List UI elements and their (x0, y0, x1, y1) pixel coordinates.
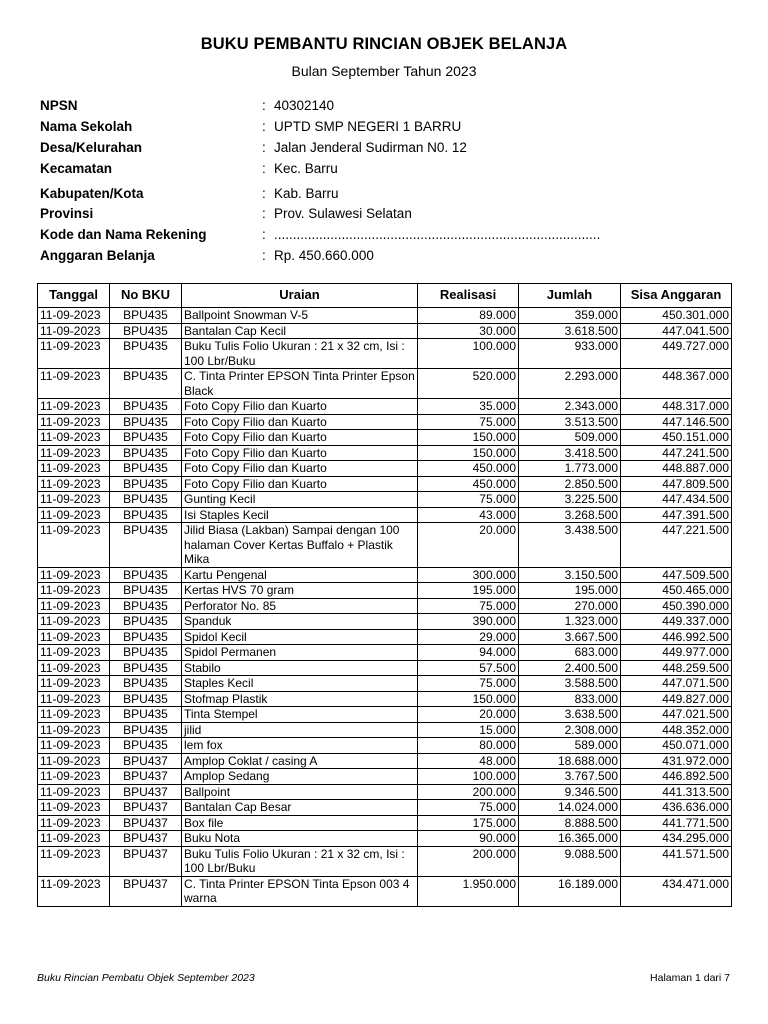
cell-no-bku: BPU435 (110, 629, 182, 645)
cell-uraian: Tinta Stempel (182, 707, 418, 723)
table-row (38, 567, 732, 583)
table-row (38, 399, 732, 415)
cell-no-bku: BPU435 (110, 676, 182, 692)
info-label: Kabupaten/Kota (40, 186, 144, 201)
table-row (38, 614, 732, 630)
cell-uraian: Foto Copy Filio dan Kuarto (182, 430, 418, 446)
cell-tanggal: 11-09-2023 (38, 614, 110, 630)
info-label: Provinsi (40, 206, 94, 221)
cell-tanggal: 11-09-2023 (38, 645, 110, 661)
cell-jumlah: 3.268.500 (519, 507, 621, 523)
cell-sisa-anggaran: 447.221.500 (621, 523, 732, 568)
cell-realisasi: 75.000 (418, 598, 519, 614)
cell-sisa-anggaran: 434.471.000 (621, 876, 732, 906)
table-row (38, 492, 732, 508)
cell-uraian: Buku Tulis Folio Ukuran : 21 x 32 cm, Isi : 100 Lbr/Buku (182, 339, 418, 369)
table-row (38, 676, 732, 692)
cell-uraian: Bantalan Cap Besar (182, 800, 418, 816)
cell-uraian: Gunting Kecil (182, 492, 418, 508)
cell-no-bku: BPU435 (110, 707, 182, 723)
cell-realisasi: 75.000 (418, 676, 519, 692)
cell-no-bku: BPU437 (110, 800, 182, 816)
cell-jumlah: 3.418.500 (519, 445, 621, 461)
cell-jumlah: 933.000 (519, 339, 621, 369)
cell-jumlah: 16.365.000 (519, 831, 621, 847)
cell-no-bku: BPU435 (110, 461, 182, 477)
table-row (38, 323, 732, 339)
cell-realisasi: 1.950.000 (418, 876, 519, 906)
cell-jumlah: 2.308.000 (519, 722, 621, 738)
cell-realisasi: 450.000 (418, 476, 519, 492)
cell-sisa-anggaran: 447.434.500 (621, 492, 732, 508)
cell-realisasi: 450.000 (418, 461, 519, 477)
info-label: Desa/Kelurahan (40, 140, 143, 155)
cell-uraian: Spidol Permanen (182, 645, 418, 661)
cell-jumlah: 3.438.500 (519, 523, 621, 568)
info-row-nama-sekolah (40, 119, 740, 137)
cell-uraian: Buku Nota (182, 831, 418, 847)
cell-jumlah: 270.000 (519, 598, 621, 614)
table-row (38, 691, 732, 707)
table-row (38, 523, 732, 568)
cell-sisa-anggaran: 448.367.000 (621, 369, 732, 399)
table-row (38, 722, 732, 738)
cell-uraian: lem fox (182, 738, 418, 754)
cell-sisa-anggaran: 449.827.000 (621, 691, 732, 707)
cell-jumlah: 3.767.500 (519, 769, 621, 785)
table-header-row (38, 284, 732, 308)
cell-no-bku: BPU435 (110, 308, 182, 324)
cell-tanggal: 11-09-2023 (38, 676, 110, 692)
table-row (38, 800, 732, 816)
cell-sisa-anggaran: 434.295.000 (621, 831, 732, 847)
cell-sisa-anggaran: 447.021.500 (621, 707, 732, 723)
table-row (38, 707, 732, 723)
cell-realisasi: 200.000 (418, 846, 519, 876)
cell-tanggal: 11-09-2023 (38, 629, 110, 645)
info-row-rekening (40, 227, 740, 245)
cell-sisa-anggaran: 447.041.500 (621, 323, 732, 339)
info-label: Nama Sekolah (40, 119, 133, 134)
cell-no-bku: BPU435 (110, 722, 182, 738)
cell-sisa-anggaran: 441.771.500 (621, 815, 732, 831)
info-value: ....................................................................................... (274, 227, 601, 242)
table-row (38, 598, 732, 614)
cell-tanggal: 11-09-2023 (38, 831, 110, 847)
cell-realisasi: 150.000 (418, 445, 519, 461)
cell-jumlah: 195.000 (519, 583, 621, 599)
cell-realisasi: 150.000 (418, 430, 519, 446)
cell-uraian: Stofmap Plastik (182, 691, 418, 707)
cell-tanggal: 11-09-2023 (38, 738, 110, 754)
cell-jumlah: 1.323.000 (519, 614, 621, 630)
cell-tanggal: 11-09-2023 (38, 722, 110, 738)
info-value: Prov. Sulawesi Selatan (274, 206, 412, 221)
cell-realisasi: 195.000 (418, 583, 519, 599)
cell-uraian: C. Tinta Printer EPSON Tinta Epson 003 4 warna (182, 876, 418, 906)
cell-sisa-anggaran: 431.972.000 (621, 753, 732, 769)
cell-no-bku: BPU435 (110, 445, 182, 461)
cell-sisa-anggaran: 450.071.000 (621, 738, 732, 754)
cell-no-bku: BPU435 (110, 660, 182, 676)
footer-document-name: Buku Rincian Pembatu Objek September 2023 (37, 972, 255, 984)
cell-uraian: Amplop Sedang (182, 769, 418, 785)
table-row (38, 738, 732, 754)
cell-uraian: C. Tinta Printer EPSON Tinta Printer Epson Black (182, 369, 418, 399)
cell-realisasi: 29.000 (418, 629, 519, 645)
cell-jumlah: 3.638.500 (519, 707, 621, 723)
cell-uraian: Perforator No. 85 (182, 598, 418, 614)
cell-tanggal: 11-09-2023 (38, 323, 110, 339)
cell-no-bku: BPU435 (110, 523, 182, 568)
cell-sisa-anggaran: 450.151.000 (621, 430, 732, 446)
cell-uraian: Foto Copy Filio dan Kuarto (182, 414, 418, 430)
info-row-npsn (40, 98, 740, 116)
cell-sisa-anggaran: 446.892.500 (621, 769, 732, 785)
table-row (38, 507, 732, 523)
info-label: Kecamatan (40, 161, 113, 176)
info-value: Rp. 450.660.000 (274, 248, 374, 263)
cell-sisa-anggaran: 448.352.000 (621, 722, 732, 738)
info-colon: : (262, 119, 266, 134)
cell-tanggal: 11-09-2023 (38, 430, 110, 446)
cell-realisasi: 20.000 (418, 707, 519, 723)
cell-realisasi: 94.000 (418, 645, 519, 661)
cell-uraian: Stabilo (182, 660, 418, 676)
cell-tanggal: 11-09-2023 (38, 660, 110, 676)
cell-realisasi: 300.000 (418, 567, 519, 583)
cell-no-bku: BPU437 (110, 753, 182, 769)
cell-no-bku: BPU435 (110, 399, 182, 415)
cell-tanggal: 11-09-2023 (38, 445, 110, 461)
cell-realisasi: 30.000 (418, 323, 519, 339)
info-label: NPSN (40, 98, 78, 113)
cell-uraian: Kartu Pengenal (182, 567, 418, 583)
cell-jumlah: 2.850.500 (519, 476, 621, 492)
cell-tanggal: 11-09-2023 (38, 492, 110, 508)
table-row (38, 445, 732, 461)
table-row (38, 784, 732, 800)
cell-uraian: Box file (182, 815, 418, 831)
cell-no-bku: BPU435 (110, 691, 182, 707)
cell-no-bku: BPU437 (110, 784, 182, 800)
cell-no-bku: BPU435 (110, 339, 182, 369)
info-colon: : (262, 206, 266, 221)
cell-tanggal: 11-09-2023 (38, 753, 110, 769)
info-value: 40302140 (274, 98, 335, 113)
cell-realisasi: 100.000 (418, 339, 519, 369)
cell-jumlah: 9.346.500 (519, 784, 621, 800)
cell-uraian: Ballpoint (182, 784, 418, 800)
cell-tanggal: 11-09-2023 (38, 815, 110, 831)
cell-uraian: Foto Copy Filio dan Kuarto (182, 476, 418, 492)
cell-tanggal: 11-09-2023 (38, 598, 110, 614)
column-header-tanggal: Tanggal (38, 284, 110, 308)
cell-jumlah: 3.618.500 (519, 323, 621, 339)
cell-no-bku: BPU437 (110, 815, 182, 831)
cell-realisasi: 90.000 (418, 831, 519, 847)
table-body (38, 308, 732, 907)
info-row-anggaran (40, 248, 740, 266)
cell-jumlah: 2.343.000 (519, 399, 621, 415)
cell-no-bku: BPU435 (110, 598, 182, 614)
cell-uraian: Kertas HVS 70 gram (182, 583, 418, 599)
cell-no-bku: BPU435 (110, 369, 182, 399)
info-value: Kab. Barru (274, 186, 339, 201)
cell-sisa-anggaran: 450.301.000 (621, 308, 732, 324)
info-colon: : (262, 98, 266, 113)
cell-uraian: Foto Copy Filio dan Kuarto (182, 445, 418, 461)
cell-uraian: Jilid Biasa (Lakban) Sampai dengan 100 halaman Cover Kertas Buffalo + Plastik Mika (182, 523, 418, 568)
info-row-kabupaten (40, 186, 740, 204)
table-row (38, 846, 732, 876)
cell-realisasi: 150.000 (418, 691, 519, 707)
cell-tanggal: 11-09-2023 (38, 369, 110, 399)
cell-uraian: Spidol Kecil (182, 629, 418, 645)
cell-uraian: Foto Copy Filio dan Kuarto (182, 461, 418, 477)
cell-jumlah: 3.588.500 (519, 676, 621, 692)
cell-realisasi: 520.000 (418, 369, 519, 399)
cell-uraian: Isi Staples Kecil (182, 507, 418, 523)
cell-no-bku: BPU435 (110, 323, 182, 339)
cell-jumlah: 8.888.500 (519, 815, 621, 831)
cell-no-bku: BPU435 (110, 567, 182, 583)
cell-tanggal: 11-09-2023 (38, 784, 110, 800)
cell-sisa-anggaran: 447.146.500 (621, 414, 732, 430)
column-header-sisa-anggaran: Sisa Anggaran (621, 284, 732, 308)
cell-tanggal: 11-09-2023 (38, 523, 110, 568)
cell-tanggal: 11-09-2023 (38, 461, 110, 477)
cell-jumlah: 3.150.500 (519, 567, 621, 583)
cell-realisasi: 35.000 (418, 399, 519, 415)
cell-uraian: Ballpoint Snowman V-5 (182, 308, 418, 324)
cell-no-bku: BPU435 (110, 430, 182, 446)
cell-sisa-anggaran: 447.809.500 (621, 476, 732, 492)
column-header-uraian: Uraian (182, 284, 418, 308)
cell-realisasi: 75.000 (418, 414, 519, 430)
cell-no-bku: BPU435 (110, 645, 182, 661)
table-row (38, 769, 732, 785)
document-subtitle: Bulan September Tahun 2023 (291, 63, 477, 79)
cell-realisasi: 100.000 (418, 769, 519, 785)
cell-realisasi: 80.000 (418, 738, 519, 754)
cell-no-bku: BPU437 (110, 846, 182, 876)
cell-sisa-anggaran: 449.337.000 (621, 614, 732, 630)
cell-jumlah: 3.513.500 (519, 414, 621, 430)
cell-sisa-anggaran: 448.259.500 (621, 660, 732, 676)
cell-sisa-anggaran: 446.992.500 (621, 629, 732, 645)
cell-sisa-anggaran: 447.391.500 (621, 507, 732, 523)
info-colon: : (262, 161, 266, 176)
info-value: Jalan Jenderal Sudirman N0. 12 (274, 140, 467, 155)
cell-uraian: Buku Tulis Folio Ukuran : 21 x 32 cm, Isi : 100 Lbr/Buku (182, 846, 418, 876)
table-row (38, 339, 732, 369)
cell-jumlah: 2.400.500 (519, 660, 621, 676)
cell-realisasi: 390.000 (418, 614, 519, 630)
cell-uraian: Amplop Coklat / casing A (182, 753, 418, 769)
cell-sisa-anggaran: 447.241.500 (621, 445, 732, 461)
table-row (38, 815, 732, 831)
cell-tanggal: 11-09-2023 (38, 691, 110, 707)
info-colon: : (262, 186, 266, 201)
cell-tanggal: 11-09-2023 (38, 769, 110, 785)
info-label: Kode dan Nama Rekening (40, 227, 207, 242)
cell-tanggal: 11-09-2023 (38, 308, 110, 324)
cell-sisa-anggaran: 449.977.000 (621, 645, 732, 661)
cell-realisasi: 43.000 (418, 507, 519, 523)
table-row (38, 308, 732, 324)
table-row (38, 414, 732, 430)
expense-table (37, 283, 732, 907)
table-row (38, 430, 732, 446)
cell-sisa-anggaran: 448.317.000 (621, 399, 732, 415)
info-value: UPTD SMP NEGERI 1 BARRU (274, 119, 462, 134)
column-header-no-bku: No BKU (110, 284, 182, 308)
cell-tanggal: 11-09-2023 (38, 846, 110, 876)
cell-realisasi: 75.000 (418, 800, 519, 816)
info-colon: : (262, 248, 266, 263)
cell-tanggal: 11-09-2023 (38, 507, 110, 523)
info-value: Kec. Barru (274, 161, 338, 176)
cell-tanggal: 11-09-2023 (38, 876, 110, 906)
info-colon: : (262, 140, 266, 155)
table-row (38, 583, 732, 599)
table-row (38, 660, 732, 676)
info-label: Anggaran Belanja (40, 248, 155, 263)
info-row-desa (40, 140, 740, 158)
cell-tanggal: 11-09-2023 (38, 399, 110, 415)
table-row (38, 461, 732, 477)
cell-jumlah: 683.000 (519, 645, 621, 661)
table-row (38, 645, 732, 661)
cell-tanggal: 11-09-2023 (38, 414, 110, 430)
cell-jumlah: 1.773.000 (519, 461, 621, 477)
cell-jumlah: 14.024.000 (519, 800, 621, 816)
cell-realisasi: 20.000 (418, 523, 519, 568)
cell-realisasi: 89.000 (418, 308, 519, 324)
cell-no-bku: BPU437 (110, 831, 182, 847)
table-row (38, 369, 732, 399)
info-row-kecamatan (40, 161, 740, 179)
cell-uraian: jilid (182, 722, 418, 738)
cell-realisasi: 48.000 (418, 753, 519, 769)
cell-no-bku: BPU437 (110, 769, 182, 785)
cell-tanggal: 11-09-2023 (38, 707, 110, 723)
cell-sisa-anggaran: 448.887.000 (621, 461, 732, 477)
cell-jumlah: 359.000 (519, 308, 621, 324)
info-row-provinsi (40, 206, 740, 224)
cell-no-bku: BPU435 (110, 492, 182, 508)
cell-no-bku: BPU435 (110, 507, 182, 523)
table-row (38, 476, 732, 492)
cell-tanggal: 11-09-2023 (38, 476, 110, 492)
table-row (38, 831, 732, 847)
cell-tanggal: 11-09-2023 (38, 800, 110, 816)
cell-no-bku: BPU437 (110, 876, 182, 906)
cell-jumlah: 2.293.000 (519, 369, 621, 399)
cell-realisasi: 15.000 (418, 722, 519, 738)
cell-jumlah: 3.225.500 (519, 492, 621, 508)
cell-tanggal: 11-09-2023 (38, 583, 110, 599)
cell-uraian: Spanduk (182, 614, 418, 630)
cell-no-bku: BPU435 (110, 614, 182, 630)
cell-tanggal: 11-09-2023 (38, 339, 110, 369)
footer-page-number: Halaman 1 dari 7 (650, 972, 730, 984)
cell-jumlah: 509.000 (519, 430, 621, 446)
cell-jumlah: 589.000 (519, 738, 621, 754)
cell-no-bku: BPU435 (110, 738, 182, 754)
cell-sisa-anggaran: 447.509.500 (621, 567, 732, 583)
cell-jumlah: 3.667.500 (519, 629, 621, 645)
cell-sisa-anggaran: 449.727.000 (621, 339, 732, 369)
cell-sisa-anggaran: 447.071.500 (621, 676, 732, 692)
cell-realisasi: 175.000 (418, 815, 519, 831)
cell-sisa-anggaran: 436.636.000 (621, 800, 732, 816)
cell-jumlah: 9.088.500 (519, 846, 621, 876)
cell-jumlah: 16.189.000 (519, 876, 621, 906)
cell-uraian: Foto Copy Filio dan Kuarto (182, 399, 418, 415)
cell-sisa-anggaran: 441.571.500 (621, 846, 732, 876)
table-row (38, 876, 732, 906)
cell-sisa-anggaran: 450.465.000 (621, 583, 732, 599)
cell-sisa-anggaran: 441.313.500 (621, 784, 732, 800)
table-row (38, 753, 732, 769)
cell-jumlah: 18.688.000 (519, 753, 621, 769)
cell-no-bku: BPU435 (110, 414, 182, 430)
cell-tanggal: 11-09-2023 (38, 567, 110, 583)
cell-realisasi: 200.000 (418, 784, 519, 800)
cell-uraian: Bantalan Cap Kecil (182, 323, 418, 339)
document-title: BUKU PEMBANTU RINCIAN OBJEK BELANJA (200, 35, 568, 53)
cell-sisa-anggaran: 450.390.000 (621, 598, 732, 614)
cell-jumlah: 833.000 (519, 691, 621, 707)
cell-realisasi: 75.000 (418, 492, 519, 508)
table-row (38, 629, 732, 645)
cell-uraian: Staples Kecil (182, 676, 418, 692)
info-colon: : (262, 227, 266, 242)
column-header-realisasi: Realisasi (418, 284, 519, 308)
cell-realisasi: 57.500 (418, 660, 519, 676)
column-header-jumlah: Jumlah (519, 284, 621, 308)
cell-no-bku: BPU435 (110, 583, 182, 599)
cell-no-bku: BPU435 (110, 476, 182, 492)
